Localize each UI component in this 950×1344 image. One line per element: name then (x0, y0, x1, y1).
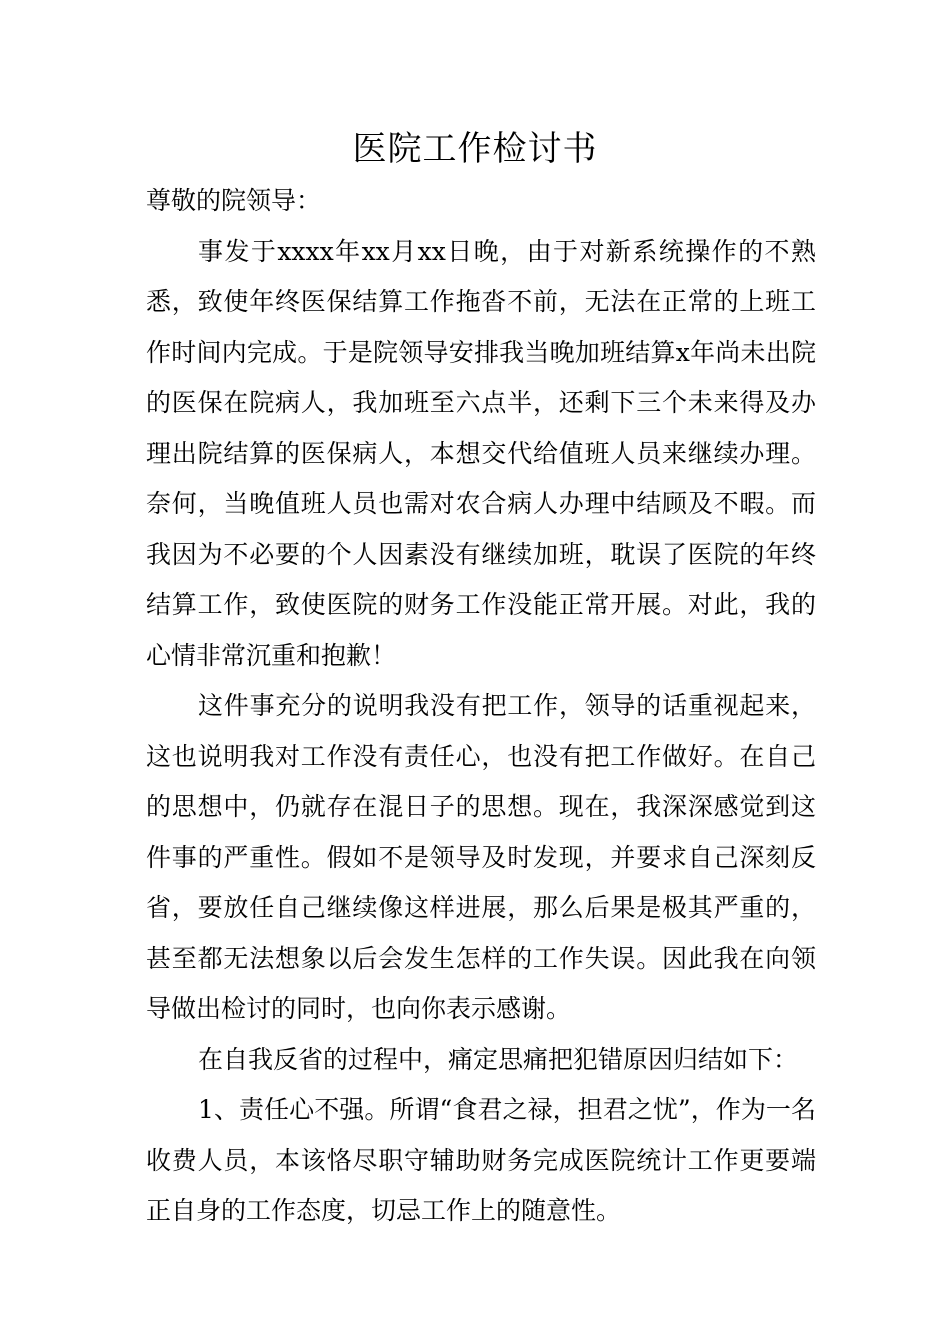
paragraph-reflection: 这件事充分的说明我没有把工作，领导的话重视起来，这也说明我对工作没有责任心，也没有把工作做好。在自己的思想中，仍就存在混日子的思想。现在，我深深感觉到这件事的严重性。假如不是领导及时发现，并要求自己深刻反省，要放任自己继续像这样进展，那么后果是极其严重的，甚至都无法想象以后会发生怎样的工作失误。因此我在向领导做出检讨的同时，也向你表示感谢。 (146, 691, 816, 1023)
paragraph-incident: 事发于xxxx年xx月xx日晚，由于对新系统操作的不熟悉，致使年终医保结算工作拖沓不前，无法在正常的上班工作时间内完成。于是院领导安排我当晚加班结算x年尚未出院的医保在院病人，我加班至六点半，还剩下三个未来得及办理出院结算的医保病人，本想交代给值班人员来继续办理。奈何，当晚值班人员也需对农合病人办理中结顾及不暇。而我因为不必要的个人因素没有继续加班，耽误了医院的年终结算工作，致使医院的财务工作没能正常开展。对此，我的心情非常沉重和抱歉！ (146, 236, 816, 670)
document-title: 医院工作检讨书 (352, 129, 598, 169)
paragraph-cause-1: 1、责任心不强。所谓“食君之禄，担君之忧”，作为一名收费人员，本该恪尽职守辅助财务完成医院统计工作更要端正自身的工作态度，切忌工作上的随意性。 (146, 1095, 816, 1225)
paragraph-causes-intro: 在自我反省的过程中，痛定思痛把犯错原因归结如下： (198, 1044, 799, 1074)
salutation: 尊敬的院领导： (146, 186, 322, 215)
document-body (146, 176, 816, 1237)
